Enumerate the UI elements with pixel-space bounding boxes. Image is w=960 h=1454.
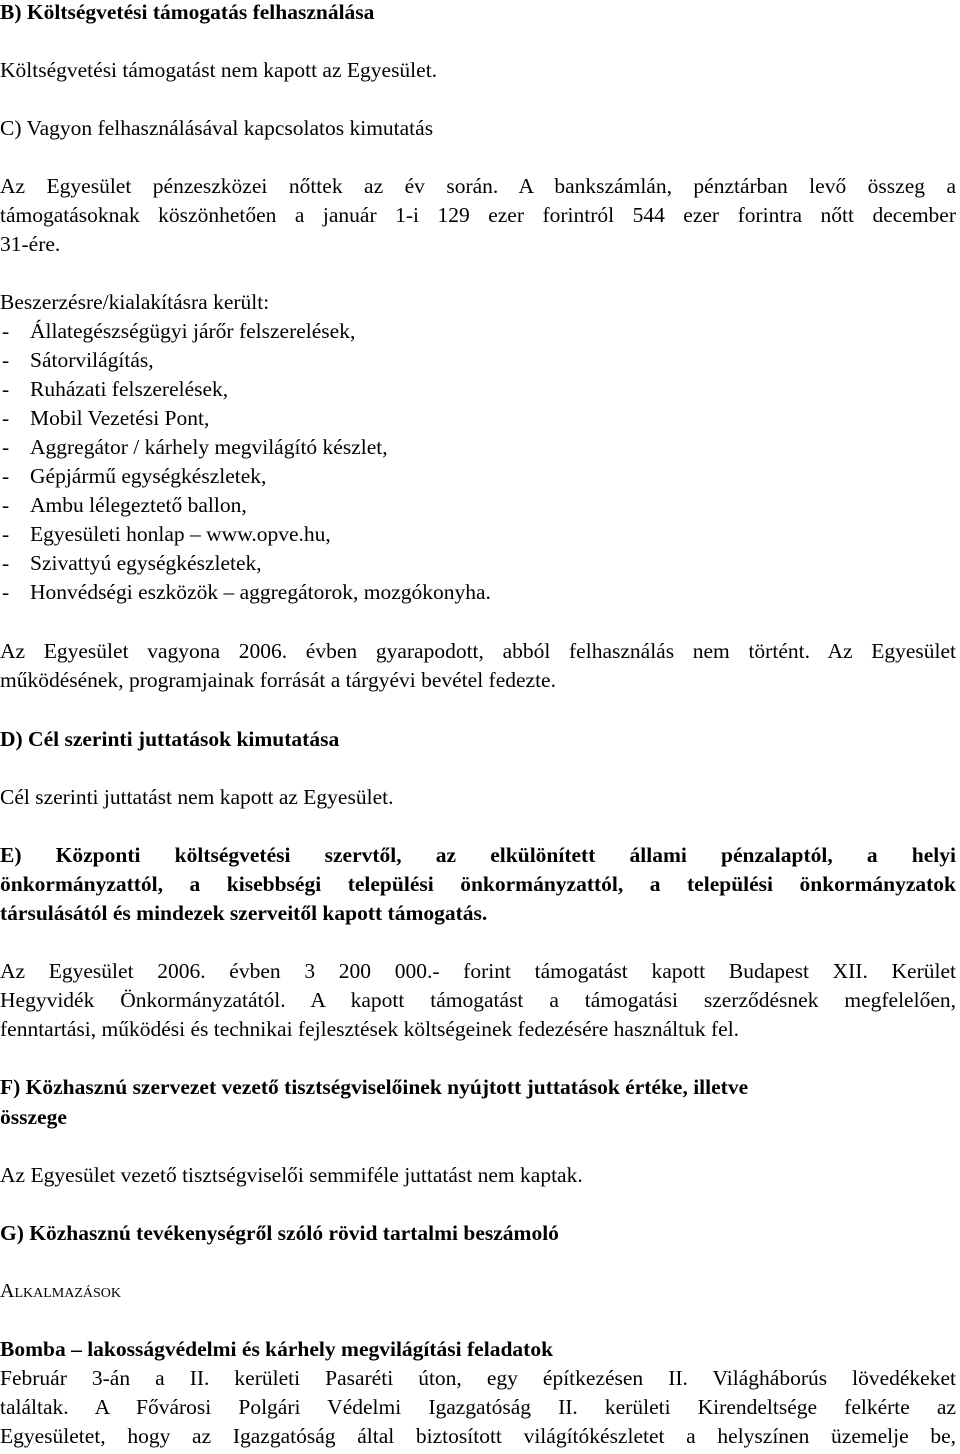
list-dash: - xyxy=(2,348,10,372)
list-item-text: Ambu lélegeztető ballon, xyxy=(30,493,247,517)
list-item-text: Honvédségi eszközök – aggregátorok, mozgókonyha. xyxy=(30,580,491,604)
assets-text-line: Az Egyesület vagyona 2006. évben gyarapodott, abból felhasználás nem történt. Az Egyesület xyxy=(0,639,956,663)
list-dash: - xyxy=(2,435,10,459)
acquisition-intro: Beszerzésre/kialakításra került: xyxy=(0,290,270,314)
bomb-heading: Bomba – lakosságvédelmi és kárhely megvilágítási feladatok xyxy=(0,1337,554,1361)
section-c-text-line: Az Egyesület pénzeszközei nőttek az év során. A bankszámlán, pénztárban levő összeg a xyxy=(0,174,956,198)
section-e-heading-line: E) Központi költségvetési szervtől, az elkülönített állami pénzalaptól, a helyi xyxy=(0,843,956,867)
section-e-heading-line: társulásától és mindezek szerveitől kapott támogatás. xyxy=(0,901,488,925)
list-item-text: Állategészségügyi járőr felszerelések, xyxy=(30,319,356,343)
section-f-text: Az Egyesület vezető tisztségviselői semmiféle juttatást nem kaptak. xyxy=(0,1163,583,1187)
list-dash: - xyxy=(2,377,10,401)
bomb-text-line: találtak. A Fővárosi Polgári Védelmi Igazgatóság II. kerületi Kirendeltsége felkérte az xyxy=(0,1395,956,1419)
list-item-text: Szivattyú egységkészletek, xyxy=(30,551,262,575)
list-item-text: Mobil Vezetési Pont, xyxy=(30,406,210,430)
section-d-heading: D) Cél szerinti juttatások kimutatása xyxy=(0,727,340,751)
section-b-text: Költségvetési támogatást nem kapott az Egyesület. xyxy=(0,58,438,82)
bomb-text-line: Február 3-án a II. kerületi Pasaréti úton, egy építkezésen II. Világháborús lövedékeket xyxy=(0,1366,956,1390)
section-b-heading: B) Költségvetési támogatás felhasználása xyxy=(0,0,375,24)
applications-label: Alkalmazások xyxy=(0,1280,121,1302)
section-d-text: Cél szerinti juttatást nem kapott az Egyesület. xyxy=(0,785,394,809)
list-item-text: Ruházati felszerelések, xyxy=(30,377,229,401)
section-f-heading-line: F) Közhasznú szervezet vezető tisztségviselőinek nyújtott juttatások értéke, illetve xyxy=(0,1075,749,1099)
list-dash: - xyxy=(2,464,10,488)
list-dash: - xyxy=(2,551,10,575)
list-dash: - xyxy=(2,522,10,546)
section-c-text-line: 31-ére. xyxy=(0,232,61,256)
section-e-text-line: Hegyvidék Önkormányzatától. A kapott támogatást a támogatási szerződésnek megfelelően, xyxy=(0,988,956,1012)
list-item-text: Egyesületi honlap – www.opve.hu, xyxy=(30,522,331,546)
list-item-text: Aggregátor / kárhely megvilágító készlet, xyxy=(30,435,388,459)
list-dash: - xyxy=(2,319,10,343)
assets-text-line: működésének, programjainak forrását a tárgyévi bevétel fedezte. xyxy=(0,668,556,692)
list-dash: - xyxy=(2,580,10,604)
section-f-heading-line: összege xyxy=(0,1105,67,1129)
section-e-text-line: Az Egyesület 2006. évben 3 200 000.- forint támogatást kapott Budapest XII. Kerület xyxy=(0,959,956,983)
bomb-text-line: Egyesületet, hogy az Igazgatóság által biztosított világítókészletet a helyszínen üzemelje be, xyxy=(0,1424,956,1448)
section-c-heading: C) Vagyon felhasználásával kapcsolatos kimutatás xyxy=(0,116,434,140)
list-item-text: Gépjármű egységkészletek, xyxy=(30,464,267,488)
list-dash: - xyxy=(2,406,10,430)
section-e-heading-line: önkormányzattól, a kisebbségi települési önkormányzattól, a települési önkormányzatok xyxy=(0,872,956,896)
section-g-heading: G) Közhasznú tevékenységről szóló rövid tartalmi beszámoló xyxy=(0,1221,559,1245)
section-c-text-line: támogatásoknak köszönhetően a január 1-i 129 ezer forintról 544 ezer forintra nőtt december xyxy=(0,203,956,227)
section-e-text-line: fenntartási, működési és technikai fejlesztések költségeinek fedezésére használtuk fel. xyxy=(0,1017,740,1041)
list-item-text: Sátorvilágítás, xyxy=(30,348,154,372)
list-dash: - xyxy=(2,493,10,517)
